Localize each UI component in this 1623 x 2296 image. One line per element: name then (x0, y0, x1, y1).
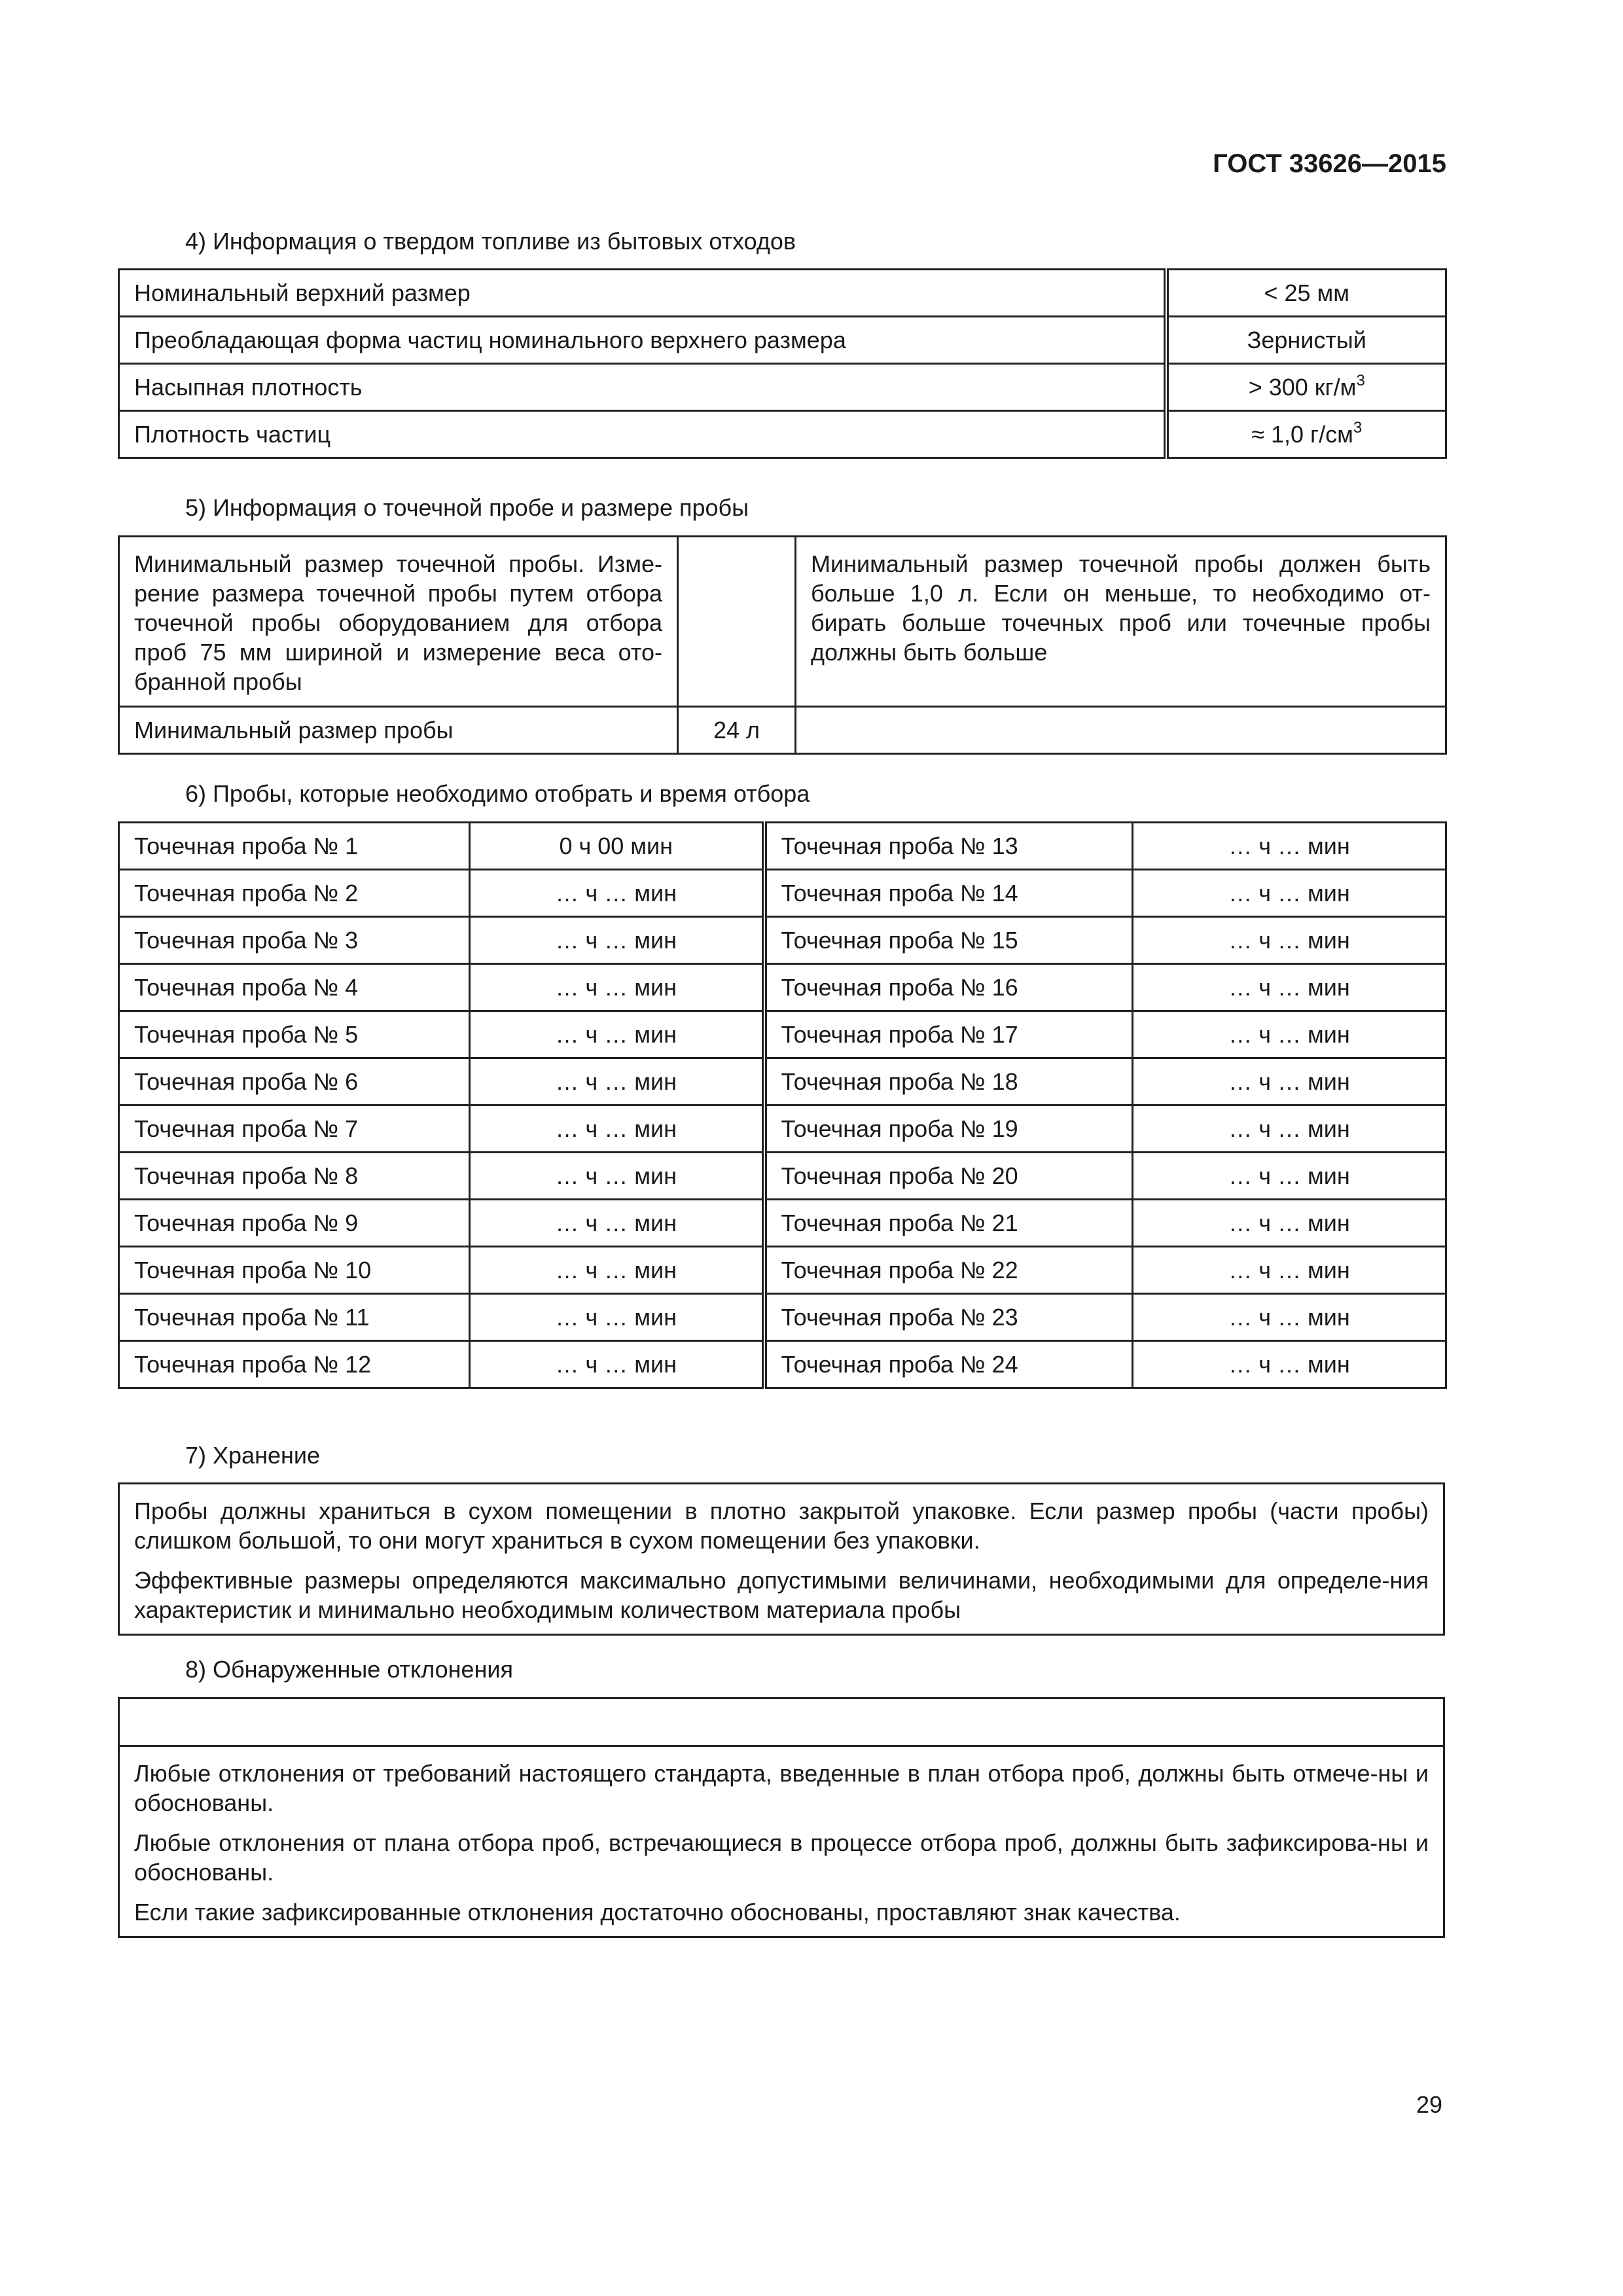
increment-time: … ч … мин (470, 964, 764, 1011)
increment-time: … ч … мин (1133, 1200, 1446, 1247)
increment-label: Точечная проба № 17 (764, 1011, 1133, 1058)
table-row (119, 1484, 1444, 1635)
increment-label: Точечная проба № 3 (119, 917, 470, 964)
increment-time: … ч … мин (1133, 1105, 1446, 1153)
increment-label: Точечная проба № 8 (119, 1153, 470, 1200)
min-increment-note: Минимальный размер точечной пробы должен быть больше 1,0 л. Если он меньше, то необходимо от-бирать больше точечных проб или точечные пробы должны быть больше (796, 537, 1446, 707)
increment-time: … ч … мин (470, 1153, 764, 1200)
table-row (119, 317, 1446, 364)
deviations-entry-field (119, 1698, 1444, 1746)
property-value (1166, 364, 1446, 411)
increment-label: Точечная проба № 15 (764, 917, 1133, 964)
increment-time: … ч … мин (1133, 1247, 1446, 1294)
property-value (1166, 411, 1446, 458)
fuel-info-table (118, 268, 1447, 459)
sampling-times-table (118, 821, 1447, 1389)
property-value (1166, 317, 1446, 364)
paragraph: Любые отклонения от плана отбора проб, встречающиеся в процессе отбора проб, должны быть зафиксирова-ны и обоснованы. (134, 1829, 1429, 1886)
increment-label: Точечная проба № 6 (119, 1058, 470, 1105)
table-row (119, 1011, 1446, 1058)
increment-time: … ч … мин (470, 1341, 764, 1388)
table-row (119, 823, 1446, 870)
increment-label: Точечная проба № 12 (119, 1341, 470, 1388)
min-sample-label: Минимальный размер пробы (119, 707, 678, 754)
table-row (119, 411, 1446, 458)
increment-time: … ч … мин (1133, 964, 1446, 1011)
increment-time: … ч … мин (1133, 1011, 1446, 1058)
sample-size-table (118, 535, 1447, 755)
page-number: 29 (1416, 2091, 1442, 2118)
increment-time: … ч … мин (1133, 1153, 1446, 1200)
increment-label: Точечная проба № 20 (764, 1153, 1133, 1200)
storage-text (119, 1484, 1444, 1635)
min-sample-value: 24 л (678, 707, 796, 754)
increment-label: Точечная проба № 16 (764, 964, 1133, 1011)
increment-time: … ч … мин (470, 1294, 764, 1341)
increment-label: Точечная проба № 1 (119, 823, 470, 870)
section-8-heading: 8) Обнаруженные отклонения (185, 1656, 514, 1683)
increment-time: … ч … мин (1133, 823, 1446, 870)
increment-time: … ч … мин (470, 1058, 764, 1105)
increment-label: Точечная проба № 18 (764, 1058, 1133, 1105)
property-value-text: ≈ 1,0 г/см (1251, 421, 1353, 448)
table-row (119, 1341, 1446, 1388)
increment-time: … ч … мин (1133, 917, 1446, 964)
increment-time: 0 ч 00 мин (470, 823, 764, 870)
increment-label: Точечная проба № 7 (119, 1105, 470, 1153)
table-row (119, 707, 1446, 754)
increment-label: Точечная проба № 10 (119, 1247, 470, 1294)
table-row (119, 1294, 1446, 1341)
property-value-text: < 25 мм (1264, 279, 1350, 306)
increment-label: Точечная проба № 11 (119, 1294, 470, 1341)
section-4-heading: 4) Информация о твердом топливе из бытовых отходов (185, 228, 796, 255)
table-row (119, 1247, 1446, 1294)
increment-time: … ч … мин (1133, 1294, 1446, 1341)
increment-label: Точечная проба № 23 (764, 1294, 1133, 1341)
min-increment-label: Минимальный размер точечной пробы. Изме-рение размера точечной пробы путем отбора точечной пробы оборудованием для отбора проб 75 мм шириной и измерение веса ото-бранной пробы (119, 537, 678, 707)
increment-time: … ч … мин (1133, 1058, 1446, 1105)
storage-box (118, 1482, 1445, 1636)
section-7-heading: 7) Хранение (185, 1442, 320, 1469)
deviations-text (119, 1746, 1444, 1937)
increment-label: Точечная проба № 14 (764, 870, 1133, 917)
table-row (119, 537, 1446, 707)
increment-time: … ч … мин (470, 1200, 764, 1247)
paragraph: Пробы должны храниться в сухом помещении в плотно закрытой упаковке. Если размер пробы (части пробы) слишком большой, то они могут храниться в сухом помещении без упаковки. (134, 1498, 1429, 1554)
property-value-text: > 300 кг/м (1248, 374, 1357, 401)
paragraph: Если такие зафиксированные отклонения достаточно обоснованы, проставляют знак качества. (134, 1899, 1181, 1926)
increment-time: … ч … мин (470, 1011, 764, 1058)
document-id: ГОСТ 33626—2015 (1213, 149, 1446, 178)
increment-time: … ч … мин (1133, 870, 1446, 917)
deviations-box (118, 1697, 1445, 1938)
section-6-heading: 6) Пробы, которые необходимо отобрать и время отбора (185, 780, 810, 807)
paragraph: Эффективные размеры определяются максимально допустимыми величинами, необходимыми для определе-ния характеристик и минимально необходимым количеством материала пробы (134, 1567, 1429, 1623)
table-row (119, 870, 1446, 917)
table-row (119, 1698, 1444, 1746)
table-row (119, 1746, 1444, 1937)
unit-superscript: 3 (1356, 372, 1365, 389)
increment-time: … ч … мин (470, 917, 764, 964)
table-row (119, 270, 1446, 317)
table-row (119, 1105, 1446, 1153)
increment-time: … ч … мин (470, 1105, 764, 1153)
increment-label: Точечная проба № 21 (764, 1200, 1133, 1247)
table-row (119, 917, 1446, 964)
property-label: Насыпная плотность (119, 364, 1166, 411)
increment-label: Точечная проба № 4 (119, 964, 470, 1011)
increment-label: Точечная проба № 2 (119, 870, 470, 917)
increment-time: … ч … мин (470, 1247, 764, 1294)
table-row (119, 964, 1446, 1011)
increment-time: … ч … мин (1133, 1341, 1446, 1388)
property-label: Номинальный верхний размер (119, 270, 1166, 317)
increment-label: Точечная проба № 9 (119, 1200, 470, 1247)
table-row (119, 1153, 1446, 1200)
min-sample-note (796, 707, 1446, 754)
increment-label: Точечная проба № 24 (764, 1341, 1133, 1388)
section-5-heading: 5) Информация о точечной пробе и размере пробы (185, 494, 749, 521)
increment-time: … ч … мин (470, 870, 764, 917)
paragraph: Любые отклонения от требований настоящего стандарта, введенные в план отбора проб, должны быть отмече-ны и обоснованы. (134, 1760, 1429, 1816)
property-label: Плотность частиц (119, 411, 1166, 458)
property-label: Преобладающая форма частиц номинального верхнего размера (119, 317, 1166, 364)
increment-label: Точечная проба № 5 (119, 1011, 470, 1058)
table-row (119, 364, 1446, 411)
min-increment-value (678, 537, 796, 707)
increment-label: Точечная проба № 13 (764, 823, 1133, 870)
property-value-text: Зернистый (1247, 327, 1366, 353)
increment-label: Точечная проба № 19 (764, 1105, 1133, 1153)
property-value (1166, 270, 1446, 317)
table-row (119, 1058, 1446, 1105)
table-row (119, 1200, 1446, 1247)
unit-superscript: 3 (1353, 419, 1363, 437)
increment-label: Точечная проба № 22 (764, 1247, 1133, 1294)
